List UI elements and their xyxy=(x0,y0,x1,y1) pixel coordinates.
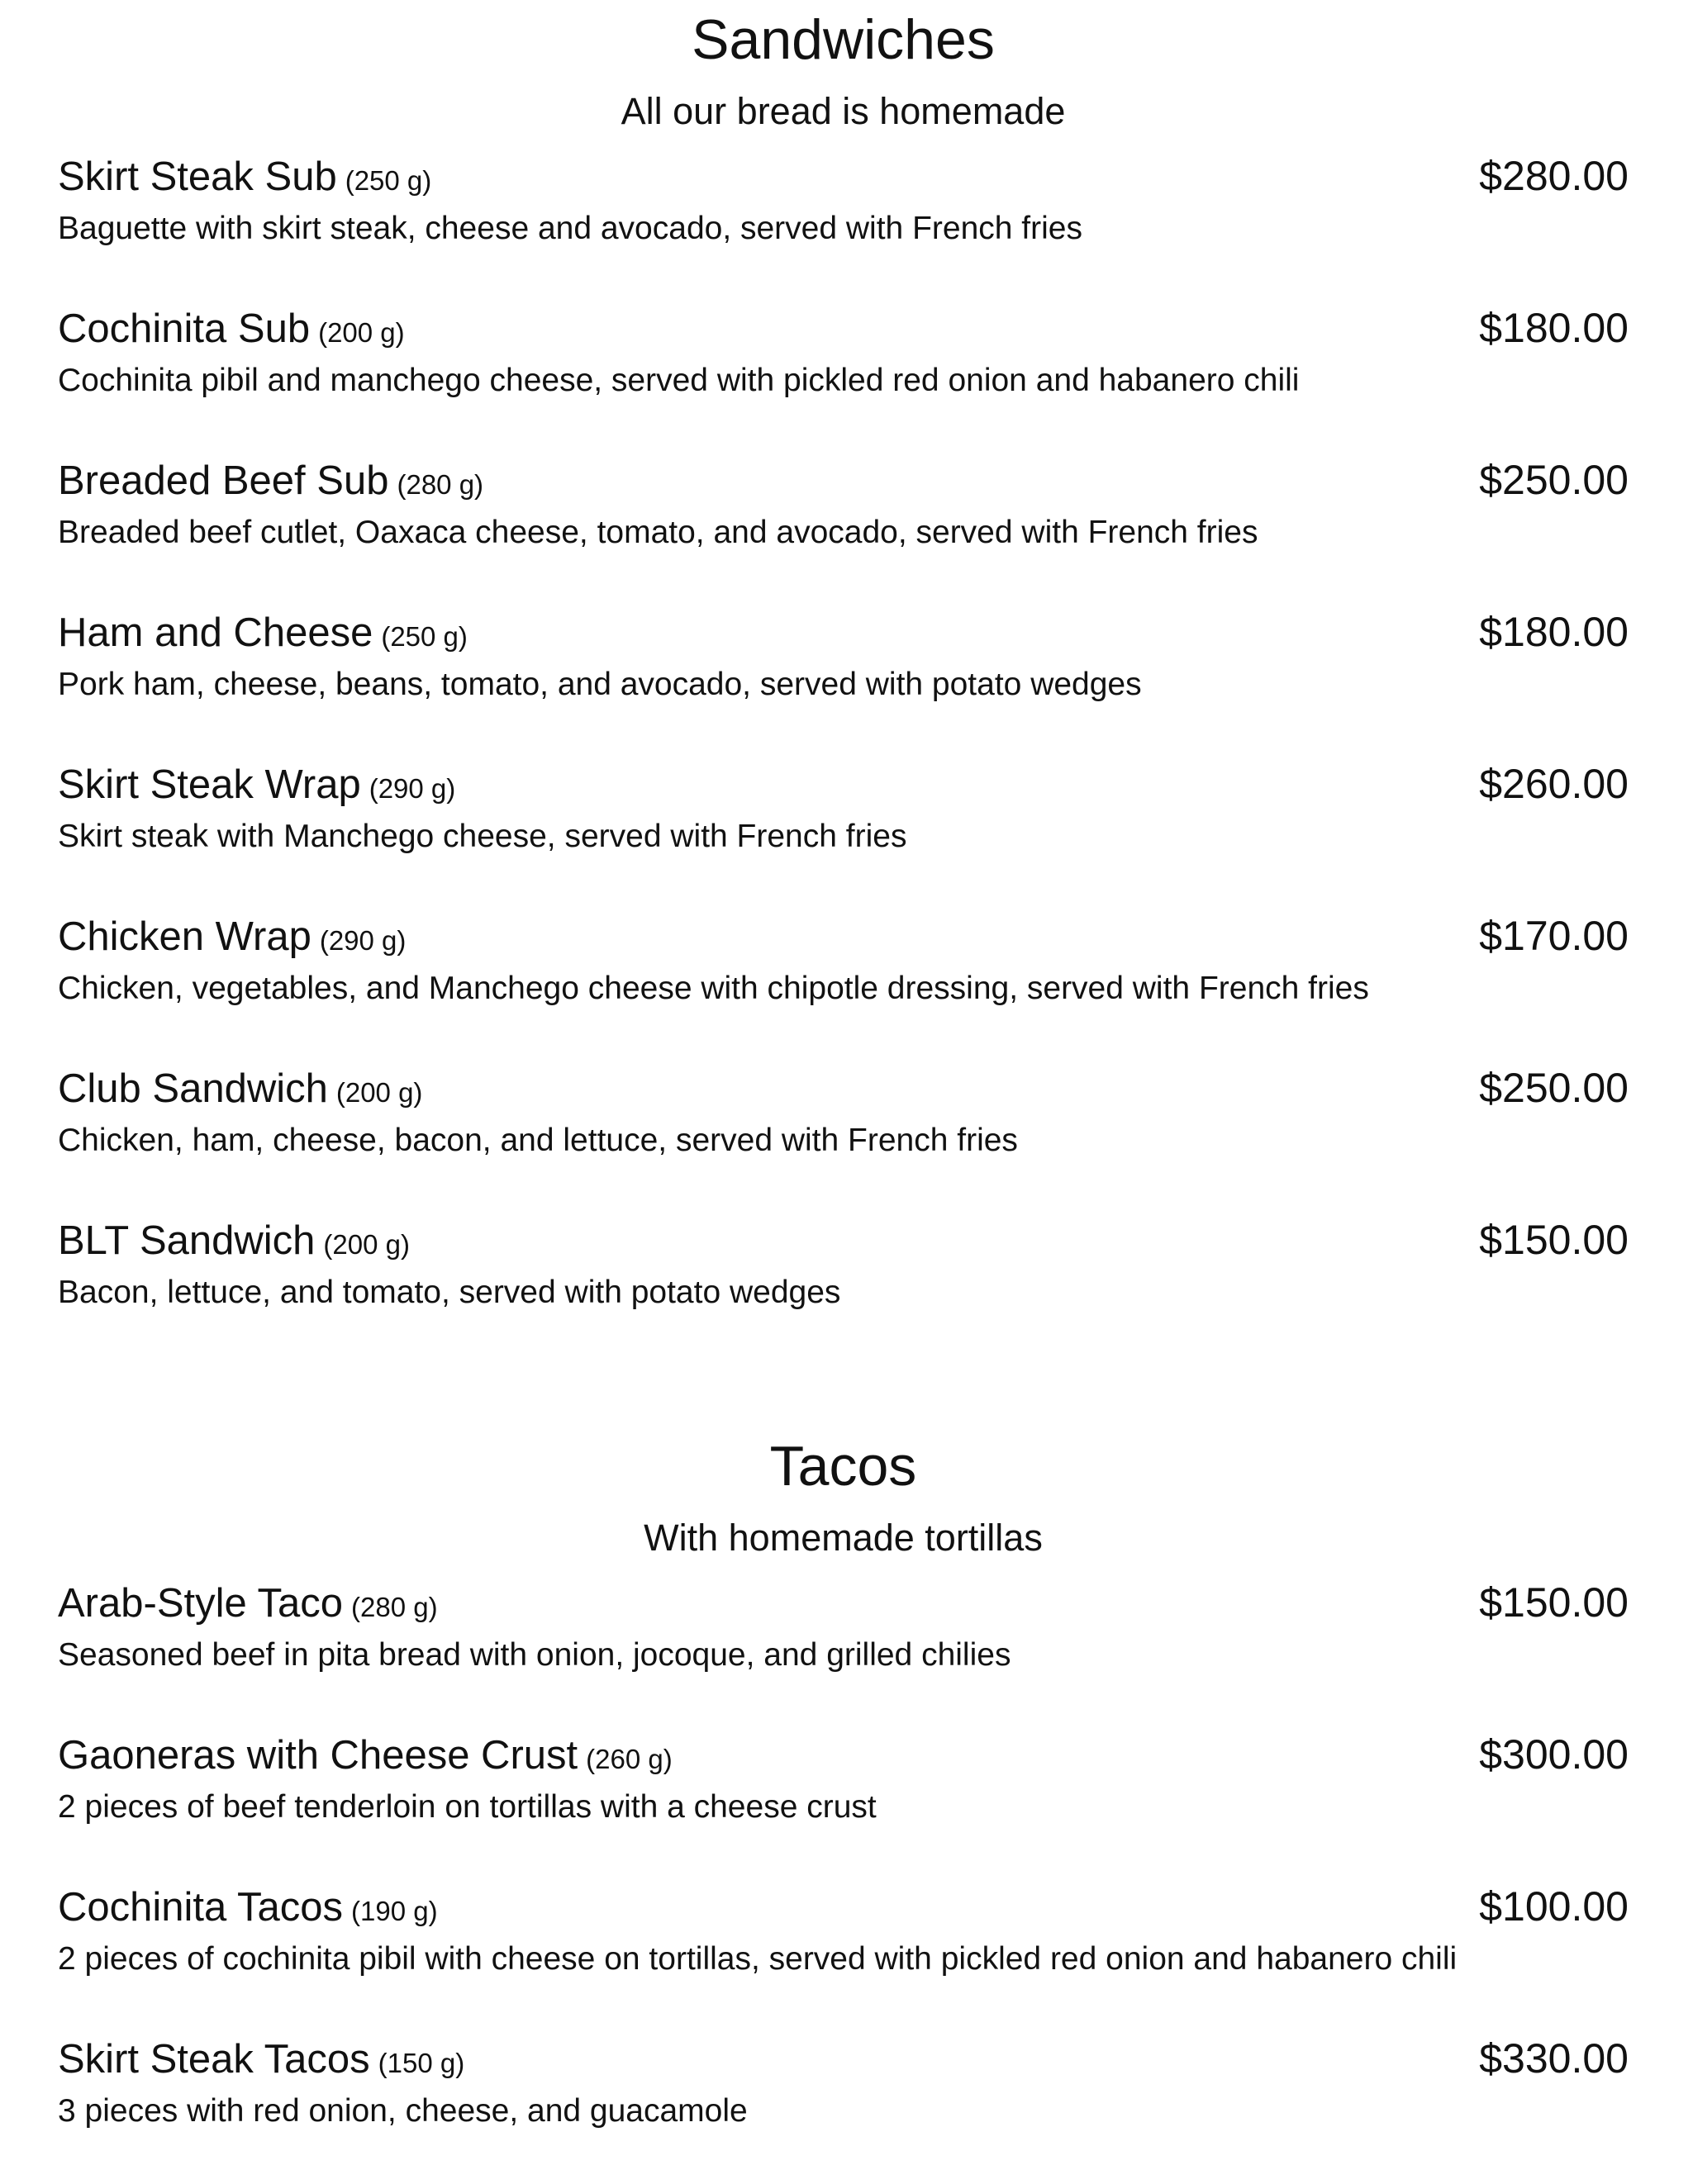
item-name xyxy=(58,1577,438,1634)
menu-item xyxy=(58,1728,1629,1880)
item-name-text: Arab-Style Taco xyxy=(58,1581,343,1626)
item-name-text: Ham and Cheese xyxy=(58,610,373,655)
sandwiches-section xyxy=(58,0,1629,1365)
item-description: Breaded beef cutlet, Oaxaca cheese, tomato, and avocado, served with French fries xyxy=(58,515,1258,550)
section-title: Tacos xyxy=(769,1435,917,1498)
item-description: Bacon, lettuce, and tomato, served with potato wedges xyxy=(58,1275,841,1310)
menu-item xyxy=(58,150,1629,301)
item-weight: (200 g) xyxy=(323,1229,410,1260)
item-description: 2 pieces of cochinita pibil with cheese on tortillas, served with pickled red onion and habanero chili xyxy=(58,1941,1458,1977)
menu-item xyxy=(58,1576,1629,1728)
menu-item-list xyxy=(58,1576,1629,2184)
item-price: $300.00 xyxy=(1479,1731,1629,1778)
item-name-text: Skirt Steak Sub xyxy=(58,154,337,199)
item-name-text: Skirt Steak Tacos xyxy=(58,2037,370,2082)
item-weight: (150 g) xyxy=(378,2048,465,2078)
item-description: Skirt steak with Manchego cheese, served with French fries xyxy=(58,819,907,854)
item-description: Cochinita pibil and manchego cheese, served with pickled red onion and habanero chili xyxy=(58,363,1300,398)
item-weight: (290 g) xyxy=(319,925,407,956)
item-name-text: BLT Sandwich xyxy=(58,1218,316,1263)
item-name xyxy=(58,1881,438,1938)
item-name xyxy=(58,758,455,815)
item-price: $170.00 xyxy=(1479,913,1629,959)
item-description: 3 pieces with red onion, cheese, and guacamole xyxy=(58,2093,748,2129)
item-price: $250.00 xyxy=(1479,1065,1629,1111)
item-name-text: Cochinita Tacos xyxy=(58,1885,344,1930)
item-weight: (200 g) xyxy=(318,317,405,348)
item-price: $250.00 xyxy=(1479,457,1629,503)
section-subtitle: All our bread is homemade xyxy=(621,90,1066,132)
item-price: $280.00 xyxy=(1479,153,1629,199)
item-weight: (200 g) xyxy=(335,1077,423,1108)
section-title: Sandwiches xyxy=(692,8,995,71)
item-price: $330.00 xyxy=(1479,2035,1629,2082)
item-name-text: Gaoneras with Cheese Crust xyxy=(58,1733,578,1778)
item-name xyxy=(58,1062,422,1119)
menu-item xyxy=(58,909,1629,1061)
menu-item xyxy=(58,757,1629,909)
item-name xyxy=(58,1729,673,1786)
menu-item xyxy=(58,301,1629,453)
menu-item xyxy=(58,1061,1629,1213)
item-name xyxy=(58,302,405,359)
item-price: $260.00 xyxy=(1479,761,1629,807)
menu-item xyxy=(58,2032,1629,2184)
item-name xyxy=(58,910,406,967)
item-name-text: Breaded Beef Sub xyxy=(58,458,389,503)
item-price: $100.00 xyxy=(1479,1883,1629,1930)
item-name xyxy=(58,454,483,511)
item-description: Chicken, ham, cheese, bacon, and lettuce, served with French fries xyxy=(58,1123,1018,1158)
item-price: $150.00 xyxy=(1479,1217,1629,1263)
item-description: Chicken, vegetables, and Manchego cheese with chipotle dressing, served with French fries xyxy=(58,971,1369,1006)
menu-item-list xyxy=(58,150,1629,1365)
item-name-text: Cochinita Sub xyxy=(58,306,311,351)
item-description: Pork ham, cheese, beans, tomato, and avocado, served with potato wedges xyxy=(58,667,1142,702)
section-subtitle: With homemade tortillas xyxy=(644,1517,1043,1559)
item-weight: (260 g) xyxy=(586,1744,673,1774)
menu-item xyxy=(58,1213,1629,1365)
item-name xyxy=(58,606,468,663)
item-description: 2 pieces of beef tenderloin on tortillas with a cheese crust xyxy=(58,1789,877,1825)
item-weight: (280 g) xyxy=(397,469,484,500)
item-weight: (250 g) xyxy=(345,165,432,196)
item-weight: (280 g) xyxy=(351,1592,438,1622)
item-name xyxy=(58,1214,410,1271)
item-name xyxy=(58,150,431,207)
item-weight: (250 g) xyxy=(381,621,468,652)
item-description: Seasoned beef in pita bread with onion, jocoque, and grilled chilies xyxy=(58,1637,1011,1673)
menu-item xyxy=(58,453,1629,605)
item-weight: (190 g) xyxy=(351,1896,438,1926)
item-price: $150.00 xyxy=(1479,1579,1629,1626)
item-name-text: Club Sandwich xyxy=(58,1066,328,1111)
item-description: Baguette with skirt steak, cheese and avocado, served with French fries xyxy=(58,211,1082,246)
item-weight: (290 g) xyxy=(369,773,456,804)
menu-item xyxy=(58,1880,1629,2032)
item-name xyxy=(58,2033,464,2090)
menu-item xyxy=(58,605,1629,757)
item-price: $180.00 xyxy=(1479,609,1629,655)
tacos-section xyxy=(58,1435,1629,2184)
item-price: $180.00 xyxy=(1479,305,1629,351)
item-name-text: Skirt Steak Wrap xyxy=(58,762,361,807)
item-name-text: Chicken Wrap xyxy=(58,914,311,959)
